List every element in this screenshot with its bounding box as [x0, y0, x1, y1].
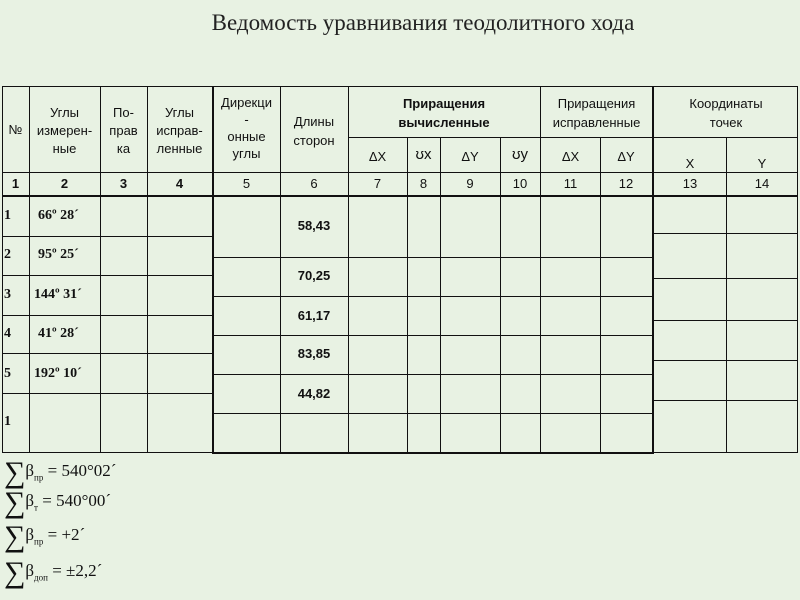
col-number: 4: [175, 176, 184, 191]
col-number: 14: [754, 176, 770, 191]
formula-sum-theoretical: $\sum\beta_т$ = 540°00´: [4, 486, 112, 519]
col-number: 1: [11, 176, 20, 191]
header-point-coordinates: Координаты точек: [689, 96, 763, 130]
sum-sign-icon: ∑: [4, 520, 26, 553]
col-number: 13: [682, 176, 698, 191]
header-vx: ʊx: [415, 146, 432, 163]
row-number: 5: [4, 366, 11, 381]
sum-sign-icon: ∑: [4, 486, 26, 519]
row-number: 1: [4, 414, 11, 429]
row-number: 1: [4, 208, 11, 223]
side-length: 58,43: [297, 218, 331, 233]
side-length: 61,17: [297, 308, 331, 323]
measured-angle: 95º 25´: [38, 247, 79, 262]
formula-allowable: $\sum\beta_{доп}$ = ±2,2´: [4, 556, 103, 589]
row-number: 4: [4, 326, 11, 341]
header-corrected-angles: Углы исправ- ленные: [156, 105, 203, 156]
col-number: 10: [512, 176, 528, 191]
header-correction: По- прав ка: [109, 105, 138, 156]
side-length: 83,85: [297, 346, 331, 361]
header-adjusted-increments: Приращения исправленные: [552, 96, 641, 130]
header-dx-calc: ΔX: [368, 149, 387, 164]
col-number: 6: [310, 176, 318, 191]
sum-sign-icon: ∑: [4, 556, 26, 589]
header-x: X: [685, 156, 695, 171]
col-number: 3: [119, 176, 128, 191]
col-number: 11: [563, 176, 578, 191]
formula-misclosure: $\sum\beta_{пр}$ = +2´: [4, 520, 86, 553]
col-number: 9: [466, 176, 474, 191]
header-vy: ʊy: [511, 146, 529, 163]
col-number: 5: [242, 176, 251, 191]
header-y: Y: [757, 156, 767, 171]
header-dy-adj: ΔY: [617, 149, 635, 164]
measured-angle: 66º 28´: [38, 208, 79, 223]
row-number: 2: [4, 247, 11, 262]
header-dx-adj: ΔX: [561, 149, 580, 164]
header-calculated-increments: Приращения вычисленные: [398, 96, 490, 130]
header-measured-angles: Углы измерен- ные: [36, 105, 93, 156]
sum-sign-icon: ∑: [4, 456, 26, 489]
side-length: 70,25: [297, 268, 331, 283]
header-dy-calc: ΔY: [461, 149, 479, 164]
side-length: 44,82: [297, 386, 331, 401]
row-number: 3: [4, 287, 11, 302]
col-number: 12: [618, 176, 634, 191]
col-number: 2: [60, 176, 69, 191]
col-number: 8: [419, 176, 428, 191]
col-number: 7: [373, 176, 382, 191]
header-side-lengths: Длины сторон: [293, 114, 335, 148]
header-number: №: [8, 122, 23, 137]
measured-angle: 192º 10´: [34, 366, 82, 381]
measured-angle: 41º 28´: [38, 326, 79, 341]
header-direction-angles: Дирекци - онные углы: [221, 95, 272, 161]
page-title: Ведомость уравнивания теодолитного хода: [211, 10, 635, 35]
measured-angle: 144º 31´: [34, 287, 82, 302]
formula-sum-measured: $\sum\beta_{пр}$ = 540°02´: [4, 456, 117, 489]
